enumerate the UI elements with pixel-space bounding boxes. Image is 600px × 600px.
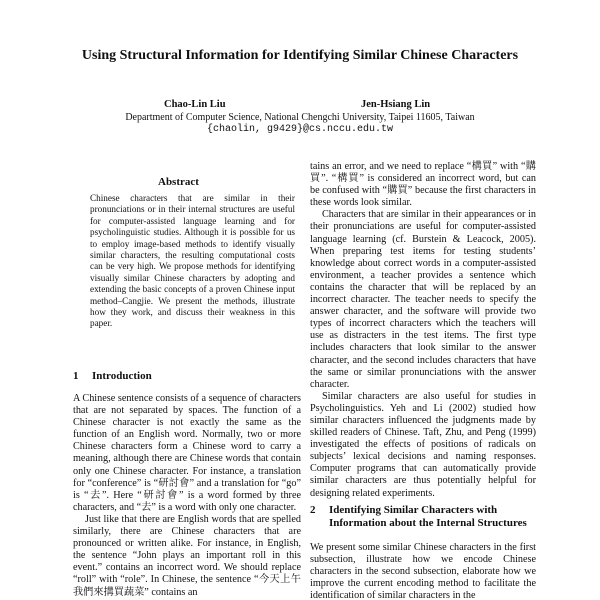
paper-title: Using Structural Information for Identifying Similar Chinese Characters bbox=[81, 48, 519, 63]
section-1-heading bbox=[73, 370, 303, 382]
author-2: Jen-Hsiang Lin bbox=[361, 99, 431, 110]
right-paragraph-3: Similar characters are also useful for studies in Psycholinguistics. Yeh and Li (2002) studied how similar characters influenced the judgments made by skilled readers of Chinese. Taft, Zhu, and Peng (1999) investigated the effects of positions of radicals on subjects’ lexical decisions and naming responses. Computer programs that can automatically provide similar characters are thus potentially helpful for designing related experiments. bbox=[310, 390, 536, 499]
intro-paragraph-2: Just like that there are English words that are spelled similarly, there are Chinese characters that are pronounced or written alike. For instance, in English, the sentence “John plays an important roll in this event.” contains an incorrect word. We should replace “roll” with “role”. In Chinese, the sentence “今天上午我們來搆買蔬菜” contains an bbox=[73, 513, 301, 598]
author-email: {chaolin, g9429}@cs.nccu.edu.tw bbox=[206, 124, 394, 135]
abstract-heading: Abstract bbox=[158, 176, 199, 188]
section-2-paragraph-1: We present some similar Chinese characters in the first subsection, illustrate how we encode Chinese characters in the second subsection, elaborate how we improve the current encoding method to facilitate the identification of similar characters in the bbox=[310, 542, 536, 600]
right-paragraph-1: tains an error, and we need to replace “構買” with “購買”. “構買” is considered an incorrect word, but can be confused with “購買” because the first characters in these words look similar. bbox=[310, 161, 536, 209]
intro-paragraph-1: A Chinese sentence consists of a sequence of characters that are not separated by spaces. The function of a Chinese character is not exactly the same as the function of an English word. Normally, two or more Chinese characters form a Chinese word to carry a meaning, although there are Chinese words that contain only one Chinese character. For instance, a translation for “conference” is “研討會” and a translation for “go” is “去”. Here “研討會” is a word formed by three characters, and “去” is a word with only one character. bbox=[73, 393, 301, 513]
section-1-title: Introduction bbox=[92, 370, 152, 382]
right-paragraph-2: Characters that are similar in their appearances or in their pronunciations are useful for computer-assisted language learning (cf. Burstein & Leacock, 2005). When preparing test items for testing students’ knowledge about correct words in a computer-assisted environment, a teacher provides a sentence which contains the character that will be replaced by an incorrect character. The teacher needs to specify the answer character, and the software will provide two types of incorrect characters which the teachers will use as distracters in the test items. The first type includes characters that look similar to the answer character, and the second includes characters that have the same or similar pronunciations with the answer character. bbox=[310, 209, 536, 390]
author-1: Chao-Lin Liu bbox=[164, 99, 226, 110]
section-2-body bbox=[310, 542, 536, 600]
section-2-number: 2 bbox=[310, 504, 316, 516]
section-2-heading bbox=[310, 504, 538, 530]
section-1-number: 1 bbox=[73, 370, 79, 382]
affiliation: Department of Computer Science, National Chengchi University, Taipei 11605, Taiwan bbox=[125, 112, 475, 123]
section-2-title: Identifying Similar Characters with Information about the Internal Structures bbox=[329, 504, 527, 529]
right-column-body bbox=[310, 161, 536, 500]
abstract-text: Chinese characters that are similar in their pronunciations or in their internal structures are useful for computer-assisted language learning and for psycholinguistic studies. Although it is possible for us to employ image-based methods to identify visually similar characters, the resulting computational costs can be very high. We propose methods for identifying visually similar Chinese characters by adopting and extending the basic concepts of a proven Chinese input method–Cangjie. We present the methods, illustrate how they work, and discuss their weakness in this paper. bbox=[90, 193, 295, 329]
left-column-body bbox=[73, 393, 301, 600]
